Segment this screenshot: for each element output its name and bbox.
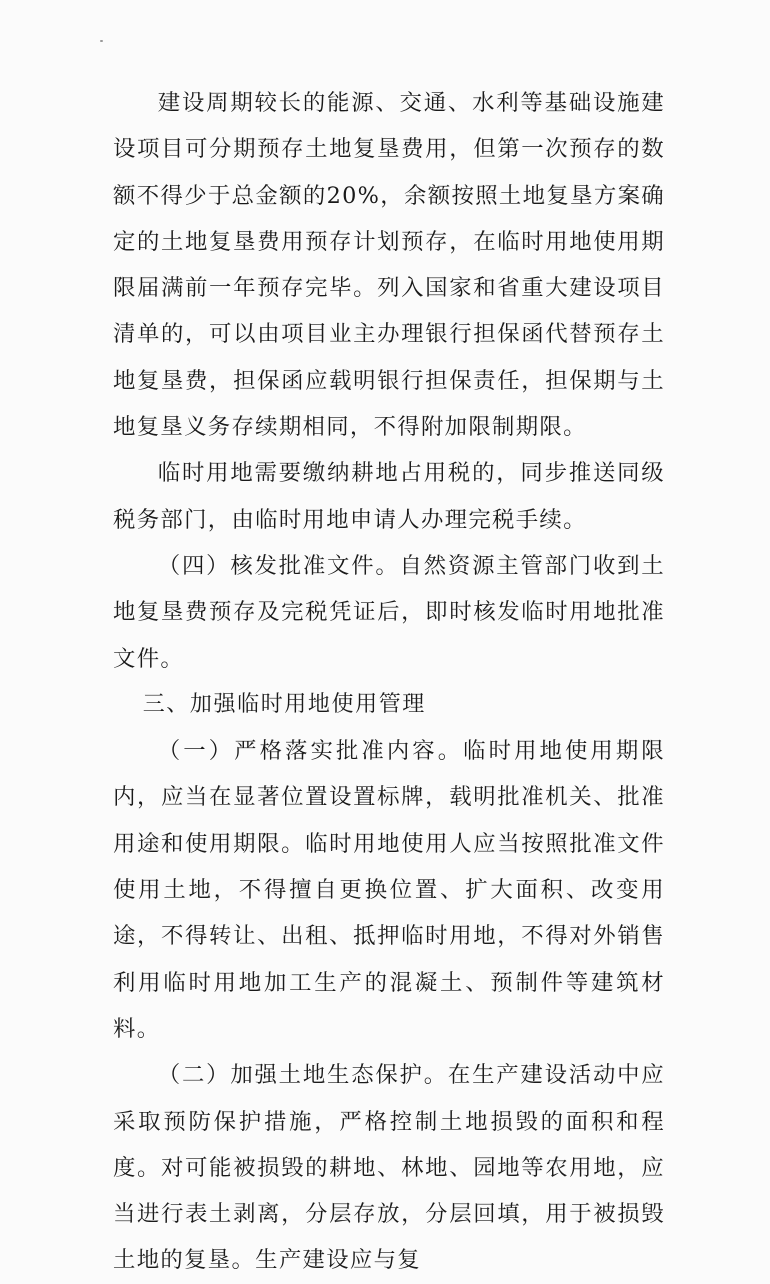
paragraph-approved-content: （一）严格落实批准内容。临时用地使用期限内，应当在显著位置设置标牌，载明批准机关、批准用途和使用期限。临时用地使用人应当按照批准文件使用土地，不得擅自更换位置、扩大面积、改变用途，不得转让、出租、抵押临时用地，不得对外销售利用临时用地加工生产的混凝土、预制件等建筑材料。 bbox=[113, 738, 665, 1042]
document-body bbox=[113, 80, 665, 1284]
paragraph-ecological-protection: （二）加强土地生态保护。在生产建设活动中应采取预防保护措施，严格控制土地损毁的面积和程度。对可能被损毁的耕地、林地、园地等农用地，应当进行表土剥离，分层存放，分层回填，用于被损毁土地的复垦。生产建设应与复 bbox=[113, 1062, 665, 1274]
paragraph-prepayment-schedule: 建设周期较长的能源、交通、水利等基础设施建设项目可分期预存土地复垦费用，但第一次预存的数额不得少于总金额的20%，余额按照土地复垦方案确定的土地复垦费用预存计划预存，在临时用地使用期限届满前一年预存完毕。列入国家和省重大建设项目清单的，可以由项目业主办理银行担保函代替预存土地复垦费，担保函应载明银行担保责任，担保期与土地复垦义务存续期相同，不得附加限制期限。 bbox=[113, 90, 665, 441]
scan-speck bbox=[100, 40, 103, 42]
paragraph-approval-issuance: （四）核发批准文件。自然资源主管部门收到土地复垦费预存及完税凭证后，即时核发临时用地批准文件。 bbox=[113, 552, 665, 672]
section-heading: 三、加强临时用地使用管理 bbox=[142, 691, 426, 717]
paragraph-tax-payment: 临时用地需要缴纳耕地占用税的，同步推送同级税务部门，由临时用地申请人办理完税手续。 bbox=[113, 460, 665, 533]
